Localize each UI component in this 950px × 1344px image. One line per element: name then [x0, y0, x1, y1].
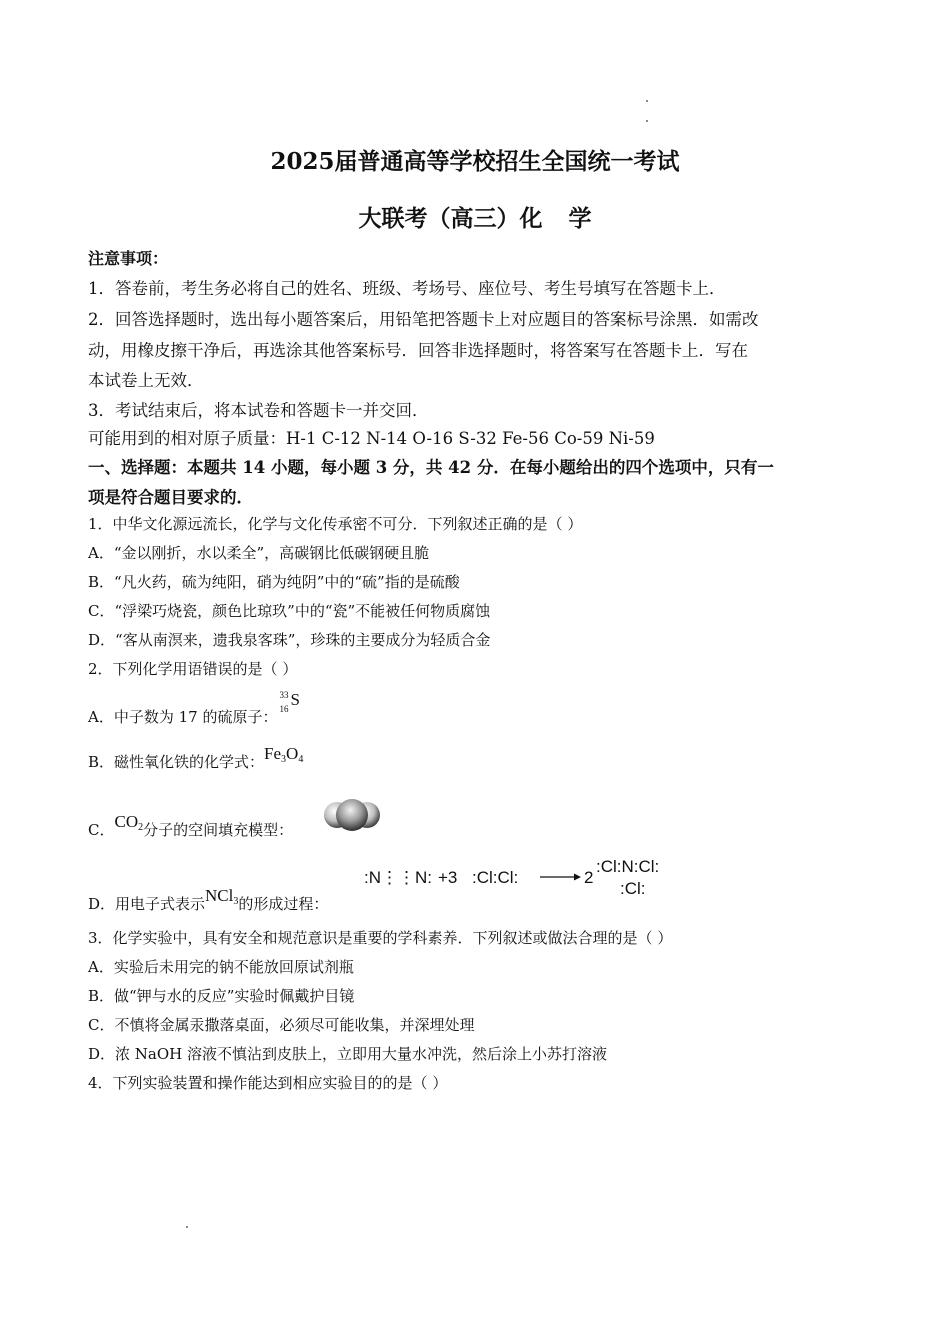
q2-option-b	[88, 744, 304, 773]
atomic-mass-line: 可能用到的相对原子质量：H-1 C-12 N-14 O-16 S-32 Fe-56 Co-59 Ni-59	[88, 429, 655, 448]
q2-option-c-label: C．	[88, 821, 115, 839]
q1-option-a: A．“金以刚折，水以柔全”，高碳钢比低碳钢硬且脆	[88, 544, 430, 562]
notice-line-2c: 本试卷上无效．	[88, 371, 204, 390]
q2-option-a	[88, 690, 301, 727]
eq-cl2: :Cl:Cl:	[472, 868, 519, 887]
q2-option-d	[88, 886, 329, 915]
eq-ncl3-center: :Cl:N:Cl:	[596, 857, 660, 876]
notice-line-3: 3．考试结束后，将本试卷和答题卡一并交回．	[88, 401, 429, 420]
q3-option-b: B．做“钾与水的反应”实验时佩戴护目镜	[88, 987, 355, 1005]
eq-n2: :N⋮⋮N:	[364, 868, 432, 887]
formula-co: CO	[114, 812, 139, 831]
q1-option-d: D．“客从南溟来，遗我泉客珠”，珍珠的主要成分为轻质合金	[88, 631, 491, 649]
q2-option-d-text: D．用电子式表示	[88, 895, 206, 913]
notice-line-2b: 动，用橡皮擦干净后，再选涂其他答案标号．回答非选择题时，将答案写在答题卡上．写在	[88, 341, 748, 360]
formula-o: O	[286, 744, 299, 763]
q4-stem: 4．下列实验装置和操作能达到相应实验目的的是（ ）	[88, 1074, 448, 1092]
q1-stem: 1．中华文化源远流长，化学与文化传承密不可分．下列叙述正确的是（ ）	[88, 515, 583, 533]
fe3o4-formula	[264, 744, 303, 763]
q2-option-c-text: 分子的空间填充模型：	[143, 821, 294, 839]
subtitle-subject: 学	[568, 205, 592, 232]
section-heading-1: 一、选择题：本题共 14 小题，每小题 3 分，共 42 分．在每小题给出的四个选项中，只有一	[88, 458, 774, 477]
eq-plus-three: +3	[438, 868, 458, 887]
scan-speck	[186, 1226, 188, 1228]
ncl3-formula	[205, 886, 238, 905]
q2-option-b-text: B．磁性氧化铁的化学式：	[88, 753, 265, 771]
q2-option-c	[88, 812, 294, 841]
q2-option-d-tail: 的形成过程：	[238, 895, 329, 913]
co2-space-filling-model	[322, 796, 382, 834]
formula-sub-4: 4	[298, 754, 304, 765]
exam-subtitle	[0, 200, 950, 233]
exam-title: 2025届普通高等学校招生全国统一考试	[270, 148, 680, 175]
scan-speck	[646, 100, 648, 102]
sulfur-isotope	[277, 690, 301, 724]
q2-stem: 2．下列化学用语错误的是（ ）	[88, 660, 298, 678]
q2-option-a-text: A．中子数为 17 的硫原子：	[88, 708, 278, 726]
isotope-symbol: S	[290, 690, 300, 709]
q3-option-c: C．不慎将金属汞撒落桌面，必须尽可能收集，并深埋处理	[88, 1016, 475, 1034]
notice-line-1: 1．答卷前，考生务必将自己的姓名、班级、考场号、座位号、考生号填写在答题卡上．	[88, 279, 726, 298]
eq-ncl3-bottom: :Cl:	[620, 879, 646, 898]
formula-sub-3b: 3	[233, 896, 239, 907]
q3-option-d: D．浓 NaOH 溶液不慎沾到皮肤上，立即用大量水冲洗，然后涂上小苏打溶液	[88, 1045, 608, 1063]
arrow-head-icon	[574, 874, 581, 881]
ncl3-formation-equation	[362, 850, 678, 902]
subtitle-main: 大联考（高三）化	[358, 205, 543, 232]
isotope-atomic-number: 16	[279, 704, 289, 714]
q3-option-a: A．实验后未用完的钠不能放回原试剂瓶	[88, 958, 354, 976]
notice-line-2a: 2．回答选择题时，选出每小题答案后，用铅笔把答题卡上对应题目的答案标号涂黑．如需改	[88, 310, 759, 329]
formula-sub-2: 2	[138, 822, 144, 833]
q1-option-b: B．“凡火药，硫为纯阳，硝为纯阴”中的“硫”指的是硫酸	[88, 573, 460, 591]
formula-fe: Fe	[264, 744, 282, 763]
formula-sub-3: 3	[281, 754, 287, 765]
eq-coefficient: 2	[584, 868, 594, 887]
carbon-atom	[336, 799, 368, 831]
isotope-mass-number: 33	[279, 690, 289, 700]
formula-ncl: NCl	[205, 886, 234, 905]
scan-speck	[646, 120, 648, 122]
co2-formula	[114, 812, 143, 831]
section-heading-2: 项是符合题目要求的．	[88, 488, 253, 507]
q1-option-c: C．“浮梁巧烧瓷，颜色比琼玖”中的“瓷”不能被任何物质腐蚀	[88, 602, 491, 620]
q3-stem: 3．化学实验中，具有安全和规范意识是重要的学科素养．下列叙述或做法合理的是（ ）	[88, 929, 673, 947]
notice-heading: 注意事项：	[88, 249, 169, 268]
